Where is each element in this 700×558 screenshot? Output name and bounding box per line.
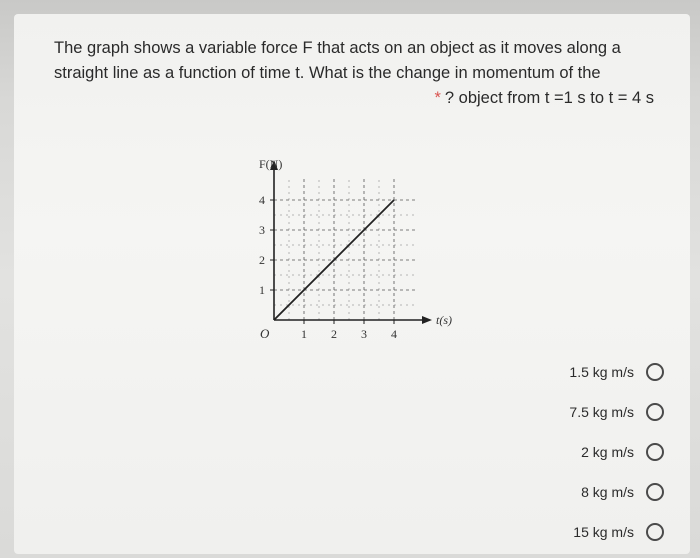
x-tick-label: 4 xyxy=(391,327,397,341)
option-4-label: 8 kg m/s xyxy=(581,484,634,500)
x-tick-label: 1 xyxy=(301,327,307,341)
y-axis-label: F(N) xyxy=(259,157,283,171)
option-2-radio[interactable] xyxy=(646,403,664,421)
force-time-chart xyxy=(219,152,452,352)
option-3-label: 2 kg m/s xyxy=(581,444,634,460)
option-2-label: 7.5 kg m/s xyxy=(569,404,634,420)
question-line-2: straight line as a function of time t. What is the change in momentum of the xyxy=(54,64,601,82)
option-5-radio[interactable] xyxy=(646,523,664,541)
x-axis-arrow xyxy=(422,316,432,324)
option-1-radio[interactable] xyxy=(646,363,664,381)
y-tick-label: 1 xyxy=(259,283,265,297)
x-tick-label: 2 xyxy=(331,327,337,341)
option-4[interactable] xyxy=(474,472,664,512)
x-tick-label: 3 xyxy=(361,327,367,341)
question-line-3 xyxy=(54,86,654,111)
x-axis-label: t(s) xyxy=(436,313,452,327)
y-tick-label: 3 xyxy=(259,223,265,237)
option-5-label: 15 kg m/s xyxy=(573,524,634,540)
option-3[interactable] xyxy=(474,432,664,472)
question-card xyxy=(14,14,690,554)
option-1-label: 1.5 kg m/s xyxy=(569,364,634,380)
option-5[interactable] xyxy=(474,512,664,552)
option-3-radio[interactable] xyxy=(646,443,664,461)
force-time-graph xyxy=(219,152,452,352)
answer-options xyxy=(474,352,664,552)
required-mark: * xyxy=(434,89,441,107)
y-tick-label: 2 xyxy=(259,253,265,267)
question-line-3-text: ? object from t =1 s to t = 4 s xyxy=(444,89,654,107)
option-2[interactable] xyxy=(474,392,664,432)
y-tick-label: 4 xyxy=(259,193,265,207)
option-1[interactable] xyxy=(474,352,664,392)
option-4-radio[interactable] xyxy=(646,483,664,501)
question-line-1: The graph shows a variable force F that acts on an object as it moves along a xyxy=(54,39,621,57)
origin-label: O xyxy=(260,326,270,341)
question-text xyxy=(54,36,654,111)
